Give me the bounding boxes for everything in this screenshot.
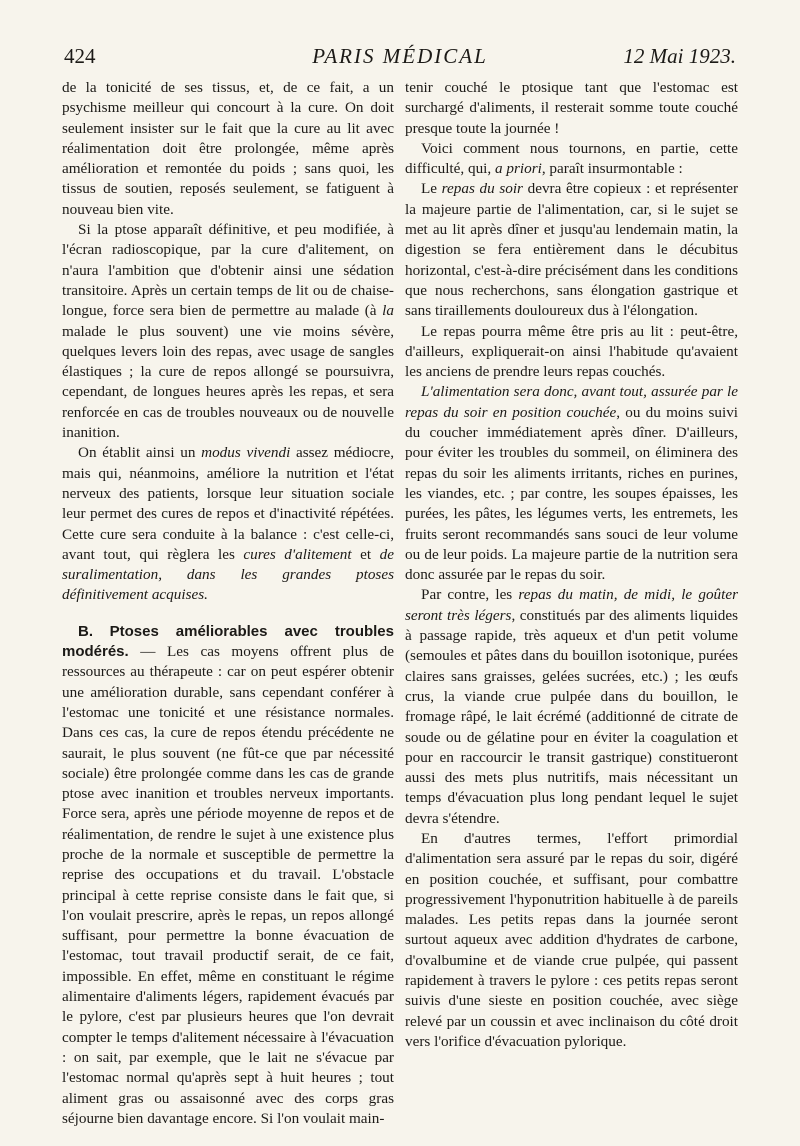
page-number: 424 [64, 44, 96, 68]
paragraph: Si la ptose apparaît définitive, et peu modifiée, à l'écran radioscopique, par la cure d'alitement, on n'aura l'ambition que d'obtenir ainsi une sédation transitoire. Après un certain temps de lit ou de chaise-longue, force sera bien de permettre au malade (à la malade le plus souvent) une vie moins sévère, quelques levers loin des repas, avec usage de sangles élastiques ; la cure de repos allongé se poursuivra, cependant, de longues heures après les repas, et sera renforcée en cas de troubles nouveaux ou de nouvelle inanition. [62, 221, 394, 442]
section-paragraph: B. Ptoses améliorables avec troubles modérés. — Les cas moyens offrent plus de ressources au thérapeute : car on peut espérer obtenir une amélioration durable, sans cependant conférer à l'estomac une tonicité et une résistance normales. Dans ces cas, la cure de repos étendu précédente ne saurait, le plus souvent (ne fût-ce que par nécessité sociale) être prolongée comme dans les cas de grande ptose avec inanition et troubles nerveux importants. Force sera, après une période moyenne de repos et de réalimentation, de rendre le sujet à une existence plus proche de la normale et susceptible de permettre la reprise des occupations et du travail. L'obstacle principal à cette reprise consiste dans le fait que, si l'on voulait prescrire, après le repas, un repos allongé suffisant, pour permettre la bonne évacuation de l'estomac, tout travail productif serait, de ce fait, impossible. En effet, même en constituant le régime alimentaire d'aliments légers, rapidement évacués par le pylore, c'est par plusieurs heures que l'on devrait compter le temps d'alitement nécessaire à l'évacuation : on sait, par exemple, que le lait ne s'évacue par l'estomac normal qu'après sept à huit heures ; tout aliment gras ou assaisonné avec des corps gras séjourne bien davantage encore. Si l'on voulait main- [62, 622, 394, 1127]
paragraph: Le repas du soir devra être copieux : et représenter la majeure partie de l'alimentation, car, si le sujet se met au lit après dîner et jusqu'au lendemain matin, la digestion se fera entièrement dans le décubitus horizontal, c'est-à-dire précisément dans les conditions que nous recherchons, sans élongation gastrique et sans tiraillements douloureux dus à l'élongation. [405, 180, 738, 320]
section-title: Ptoses améliorables avec troubles modérés. [62, 622, 394, 661]
paragraph: tenir couché le ptosique tant que l'estomac est surchargé d'aliments, il resterait somme toute couché presque toute la journée ! [405, 79, 738, 137]
paragraph: En d'autres termes, l'effort primordial d'alimentation sera assuré par le repas du soir, digéré en position couchée, et suffisant, pour combattre progressivement l'hyponutrition habituelle à de pareils malades. Les petits repas dans la journée seront surtout aqueux avec addition d'hydrates de carbone, d'ovalbumine et de viande crue pulpée, qui passent rapidement à travers le pylore : ces petits repas seront suivis d'une sieste en position couchée, avec siège relevé par un coussin et avec inclinaison du côté droit vers l'orifice d'évacuation pylorique. [405, 829, 738, 1050]
paragraph: de la tonicité de ses tissus, et, de ce fait, a un psychisme meilleur qui concourt à la cure. On doit seulement insister sur le fait que la cure au lit avec réalimentation doit être prolongée, même après amélioration et remontée du poids ; sans quoi, les tissus de soutien, reposés seulement, se fatiguent à nouveau bien vite. [62, 79, 394, 218]
paragraph: Par contre, les repas du matin, de midi, le goûter seront très légers, constitués par des aliments liquides à passage rapide, très aqueux et d'un petit volume (semoules et pâtes dans du bouillon isotonique, purées claires sans graisses, gelées sucrées, etc.) ; les œufs crus, la viande crue pulpée dans du bouillon, le fromage râpé, le lait écrémé (additionné de citrate de soude ou de gélatine pour en éviter la coagulation et pour en raccourcir le transit gastrique) constitueront aussi des mets plus nutritifs, mais nécessitant un temps d'évacuation plus long pendant lequel le sujet devra s'étendre. [405, 586, 738, 827]
issue-date: 12 Mai 1923. [623, 44, 736, 68]
page-header [64, 44, 736, 72]
section-label: B. [78, 622, 93, 640]
paragraph: Voici comment nous tournons, en partie, cette difficulté, qui, a priori, paraît insurmontable : [405, 139, 738, 178]
left-column [62, 78, 394, 1129]
paragraph: On établit ainsi un modus vivendi assez médiocre, mais qui, néanmoins, améliore la nutrition et l'état nerveux des patients, lorsque leur situation sociale leur permet des cures de repos et d'inactivité répétées. Cette cure sera conduite à la balance : c'est celle-ci, avant tout, qui règlera les cures d'alitement et de suralimentation, dans les grandes ptoses définitivement acquises. [62, 444, 395, 604]
journal-title: PARIS MÉDICAL [312, 44, 488, 68]
paragraph: Le repas pourra même être pris au lit : peut-être, d'ailleurs, expliquerait-on ainsi l'habitude qu'avaient les anciens de prendre leurs repas couchés. [405, 322, 738, 381]
paragraph: L'alimentation sera donc, avant tout, assurée par le repas du soir en position couchée, ou du moins suivi du coucher immédiatement après dîner. D'ailleurs, pour éviter les troubles du sommeil, on éliminera des repas du soir les aliments irritants, riches en purines, les viandes, etc. ; par contre, les soupes épaisses, les purées, les pâtes, les légumes verts, les entremets, les fruits seront recommandés sans souci de leur volume ou de leur poids. La majeure partie de la nutrition sera donc assurée par le repas du soir. [405, 383, 739, 584]
right-column [405, 78, 738, 1052]
